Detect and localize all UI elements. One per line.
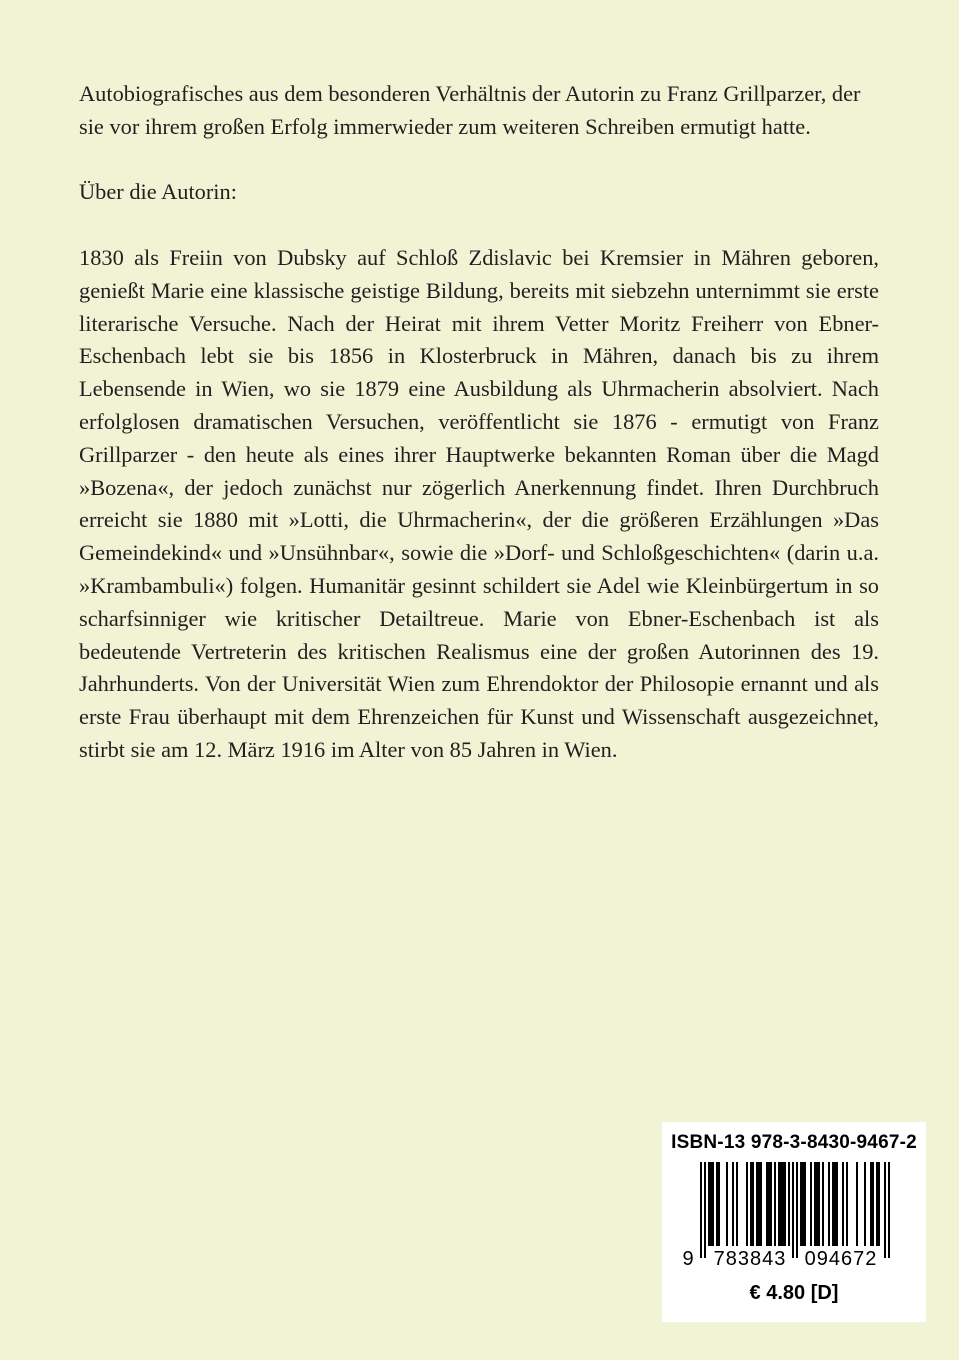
barcode-bar [766, 1162, 772, 1246]
barcode-bar [856, 1162, 858, 1246]
barcode-guard-bar [884, 1162, 886, 1258]
barcode-bar [726, 1162, 728, 1246]
barcode-bar [732, 1162, 734, 1246]
barcode-right-digits: 094672 [804, 1248, 878, 1270]
barcode-bar [800, 1162, 806, 1246]
isbn-label: ISBN-13 978-3-8430-9467-2 [671, 1132, 917, 1153]
barcode-bar [756, 1162, 762, 1246]
barcode-bar [708, 1162, 714, 1246]
barcode-bar [750, 1162, 754, 1246]
barcode-bar [774, 1162, 776, 1246]
barcode-bar [788, 1162, 790, 1246]
barcode-lead-digit: 9 [682, 1248, 694, 1270]
back-cover-text [79, 78, 879, 800]
about-author-heading: Über die Autorin: [79, 179, 237, 205]
barcode-bar [822, 1162, 824, 1246]
barcode-guard-bar [796, 1162, 798, 1258]
barcode-left-digits: 783843 [713, 1248, 787, 1270]
author-biography: 1830 als Freiin von Dubsky auf Schloß Zdislavic bei Kremsier in Mähren geboren, genießt Marie eine klassische geistige Bildung, bereits mit siebzehn unternimmt sie erste literarische Versuche. Nach der Heirat mit ihrem Vetter Moritz Freiherr von Ebner-Eschenbach lebt sie bis 1856 in Klosterbruck in Mähren, danach bis zu ihrem Lebensende in Wien, wo sie 1879 eine Ausbildung als Uhrmacherin absolviert. Nach erfolglosen dramatischen Versuchen, veröffentlicht sie 1876 - ermutigt von Franz Grillparzer - den heute als eines ihrer Hauptwerke bekannten Roman über die Magd »Bozena«, der jedoch zunächst nur zögerlich Anerkennung findet. Ihren Durchbruch erreicht sie 1880 mit »Lotti, die Uhrmacherin«, der die größeren Erzählungen »Das Gemeindekind« und »Unsühnbar«, sowie die »Dorf- und Schloßgeschichten« (darin u.a. »Krambambuli«) folgen. Humanitär gesinnt schildert sie Adel wie Kleinbürgertum in so scharfsinniger wie kritischer Detailtreue. Marie von Ebner-Eschenbach ist als bedeutende Vertreterin des kritischen Realismus eine der großen Autorinnen des 19. Jahrhunderts. Von der Universität Wien zum Ehrendoktor der Philosopie ernannt und als erste Frau überhaupt mit dem Ehrenzeichen für Kunst und Wissenschaft ausgezeichnet, stirbt sie am 12. März 1916 im Alter von 85 Jahren in Wien. [79, 244, 879, 762]
barcode-bar [746, 1162, 748, 1246]
barcode-bar [828, 1162, 830, 1246]
barcode-bar [864, 1162, 866, 1246]
barcode-guard-bar [700, 1162, 702, 1258]
barcode-bar [832, 1162, 838, 1246]
barcode-panel [662, 1122, 926, 1322]
barcode-bar [778, 1162, 786, 1246]
barcode-bars [700, 1162, 890, 1258]
barcode-bar [810, 1162, 812, 1246]
barcode-bar [870, 1162, 874, 1246]
barcode-bar [814, 1162, 820, 1246]
barcode-bar [842, 1162, 844, 1246]
barcode-bar [736, 1162, 738, 1246]
barcode-bar [876, 1162, 880, 1246]
price-label: € 4.80 [D] [749, 1282, 839, 1304]
barcode-bar [846, 1162, 848, 1246]
blurb-paragraph: Autobiografisches aus dem besonderen Verhältnis der Autorin zu Franz Grillparzer, der sie vor ihrem großen Erfolg immerwieder zum weiteren Schreiben ermutigt hatte. [79, 81, 861, 139]
barcode-bar [716, 1162, 720, 1246]
barcode-guard-bar [704, 1162, 706, 1258]
ean13-barcode [662, 1122, 926, 1282]
barcode-guard-bar [792, 1162, 794, 1258]
barcode-guard-bar [888, 1162, 890, 1258]
